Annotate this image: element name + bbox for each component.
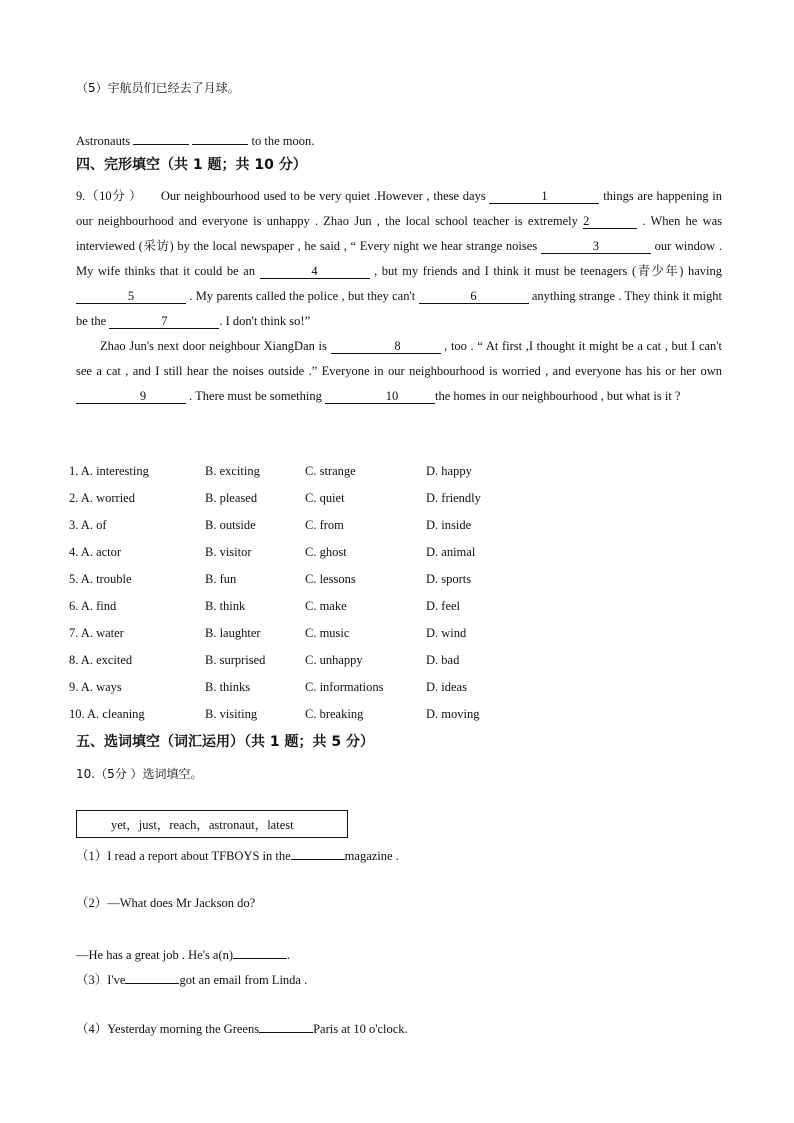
option-b[interactable]: B. surprised [205,653,266,667]
q9-blank-4[interactable]: 4 [260,265,370,279]
q10-label: 10.（5分 ）选词填空。 [76,767,203,781]
option-a[interactable]: 3. A. of [69,518,107,532]
option-d[interactable]: D. feel [426,599,461,613]
q9-text: things are happening in our neighbourhood and everyone is unhappy . Zhao Jun , the local school teacher is extremely [76,189,723,228]
q9-blank-6[interactable]: 6 [419,290,529,304]
q10-blank-2[interactable] [233,945,287,959]
q10-blank-4[interactable] [259,1019,313,1033]
q10-sentence-3 [76,970,307,988]
option-b[interactable]: B. thinks [205,680,251,694]
q9-text: . I don't think so!” [219,314,311,328]
option-c[interactable]: C. informations [305,680,384,694]
q9-text: our window . My wife thinks that it could be an [76,239,722,278]
q10-blank-3[interactable] [125,970,179,984]
option-c[interactable]: C. unhappy [305,653,363,667]
option-a[interactable]: 5. A. trouble [69,572,132,586]
option-c[interactable]: C. ghost [305,545,347,559]
q9-text: . My parents called the police , but they can't [189,289,416,303]
option-b[interactable]: B. outside [205,518,256,532]
section5-heading: 五、选词填空（词汇运用）（共 1 题；共 5 分） [76,734,374,750]
option-d[interactable]: D. moving [426,707,480,721]
q10-sentence-2: （2）—What does Mr Jackson do? [76,896,256,910]
q9-text: . There must be something [189,389,322,403]
q9-paragraph-1 [76,184,722,334]
option-d[interactable]: D. ideas [426,680,467,694]
q10-sentence-2b [76,945,290,963]
option-b[interactable]: B. pleased [205,491,258,505]
q9-blank-3[interactable]: 3 [541,240,651,254]
q5-blank-2[interactable] [192,131,248,145]
q5-prompt: （5）宇航员们已经去了月球。 [76,81,240,95]
option-c[interactable]: C. breaking [305,707,364,721]
q10-text: magazine . [344,849,399,863]
option-d[interactable]: D. happy [426,464,472,478]
option-c[interactable]: C. quiet [305,491,345,505]
q10-text: Paris at 10 o'clock. [313,1022,408,1036]
option-d[interactable]: D. wind [426,626,467,640]
option-a[interactable]: 8. A. excited [69,653,133,667]
q10-sentence-1 [76,846,399,864]
q9-text: , but my friends and I think it must be teenagers (青少年) having [374,264,723,278]
q9-blank-9[interactable]: 9 [76,390,186,404]
q9-blank-7[interactable]: 7 [109,315,219,329]
option-d[interactable]: D. friendly [426,491,481,505]
q9-blank-5[interactable]: 5 [76,290,186,304]
option-c[interactable]: C. make [305,599,347,613]
option-b[interactable]: B. visiting [205,707,258,721]
q10-text: （3）I've [76,973,126,987]
q9-blank-2[interactable]: 2 [583,215,637,229]
q9-label: 9.（10分 ） [76,189,143,203]
q5-blank-1[interactable] [133,131,189,145]
section4-heading: 四、完形填空（共 1 题；共 10 分） [76,157,307,173]
option-d[interactable]: D. bad [426,653,460,667]
option-c[interactable]: C. music [305,626,350,640]
q10-text: （1）I read a report about TFBOYS in the [76,849,291,863]
q9-text: Our neighbourhood used to be very quiet .However , these days [160,189,486,203]
q10-text: —He has a great job . He's a(n) [76,948,234,962]
q5-answer-post: to the moon. [251,134,315,148]
option-d[interactable]: D. sports [426,572,472,586]
q9-text: Zhao Jun's next door neighbour XiangDan is [100,339,327,353]
option-d[interactable]: D. inside [426,518,472,532]
q5-answer-pre: Astronauts [76,134,131,148]
option-b[interactable]: B. think [205,599,246,613]
q9-text: the homes in our neighbourhood , but what is it ? [434,389,681,403]
q9-text: , too . “ At first ,I thought it might be a cat , but I can't see a cat , and I still hear the noises outside .” Everyone in our neighbourhood is worried , and everyone has his or her own [76,339,723,378]
option-d[interactable]: D. animal [426,545,476,559]
q9-blank-8[interactable]: 8 [331,340,441,354]
option-a[interactable]: 7. A. water [69,626,124,640]
option-a[interactable]: 4. A. actor [69,545,122,559]
option-c[interactable]: C. strange [305,464,356,478]
option-c[interactable]: C. lessons [305,572,356,586]
q9-text: . When he was interviewed (采访) by the local newspaper , he said , “ Every night we hear strange noises [76,214,723,253]
option-a[interactable]: 9. A. ways [69,680,122,694]
option-a[interactable]: 1. A. interesting [69,464,149,478]
q9-text: anything strange . They think it might be the [76,289,723,328]
q10-sentence-4 [76,1019,408,1037]
option-a[interactable]: 2. A. worried [69,491,135,505]
word-bank-box: yet，just，reach，astronaut，latest [76,810,348,838]
option-b[interactable]: B. exciting [205,464,260,478]
option-b[interactable]: B. laughter [205,626,261,640]
q10-text: . [287,948,291,962]
q9-blank-10[interactable]: 10 [325,390,435,404]
option-b[interactable]: B. visitor [205,545,252,559]
option-c[interactable]: C. from [305,518,344,532]
q10-blank-1[interactable] [291,846,345,860]
option-a[interactable]: 6. A. find [69,599,117,613]
option-b[interactable]: B. fun [205,572,237,586]
q5-answer-line [76,131,314,149]
q9-paragraph-2 [76,334,722,409]
q10-text: （4）Yesterday morning the Greens [76,1022,260,1036]
option-a[interactable]: 10. A. cleaning [69,707,145,721]
q9-blank-1[interactable]: 1 [489,190,599,204]
q10-text: got an email from Linda . [179,973,308,987]
